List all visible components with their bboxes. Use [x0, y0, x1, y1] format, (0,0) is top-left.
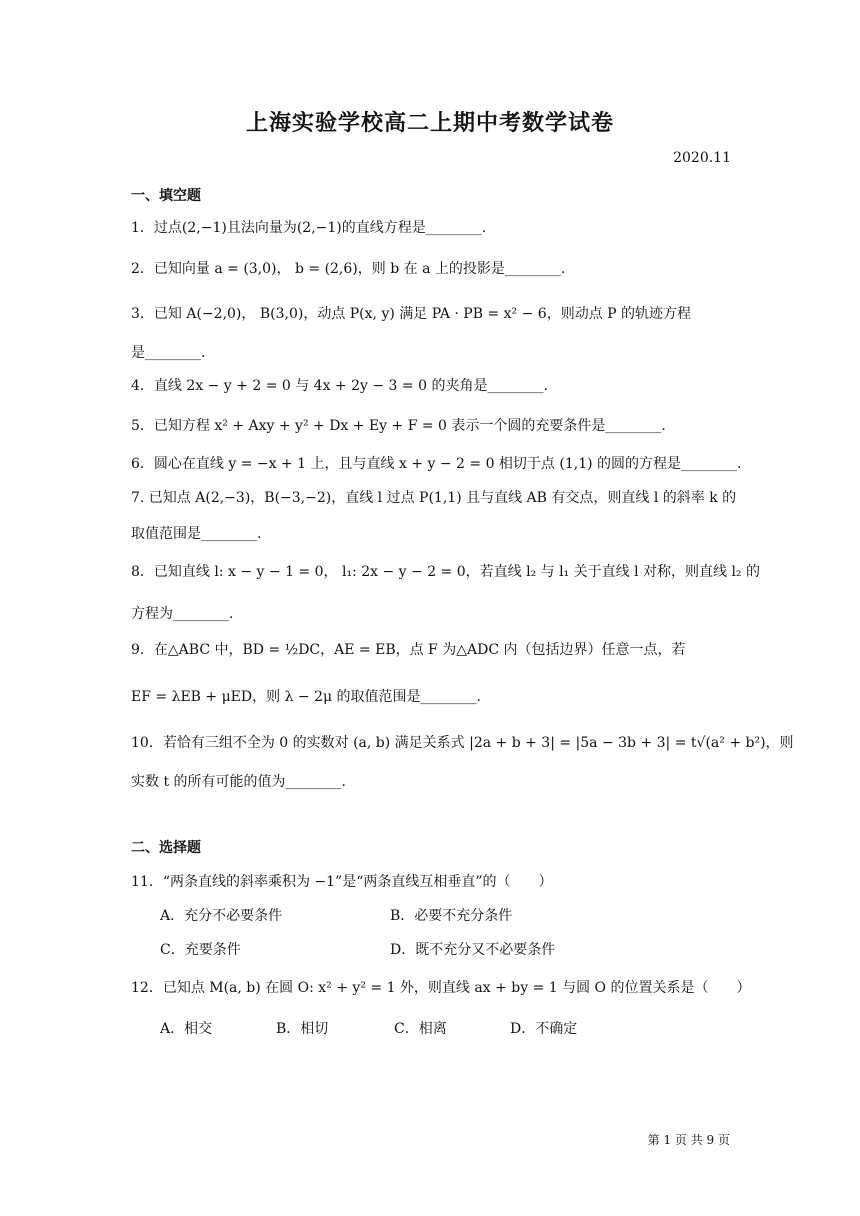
question-3: 3．已知 A(−2,0)， B(3,0)，动点 P(x, y) 满足 PA · PB = x² − 6，则动点 P 的轨迹方程	[131, 306, 692, 322]
q11-option-b: B．必要不充分条件	[390, 908, 513, 924]
question-10: 10．若恰有三组不全为 0 的实数对 (a, b) 满足关系式 |2a + b + 3| = |5a − 3b + 3| = t√(a² + b²)，则	[131, 735, 794, 751]
q12-option-d: D．不确定	[510, 1021, 578, 1037]
question-11: 11．“两条直线的斜率乘积为 −1”是“两条直线互相垂直”的（ ）	[131, 874, 553, 890]
section-heading-choice: 二、选择题	[131, 840, 201, 856]
question-5: 5．已知方程 x² + Axy + y² + Dx + Ey + F = 0 表示一个圆的充要条件是________.	[131, 418, 666, 434]
question-3-cont: 是________.	[131, 345, 206, 361]
exam-date: 2020.11	[673, 150, 731, 166]
q12-option-c: C．相离	[394, 1021, 447, 1037]
section-heading-fill-in: 一、填空题	[131, 188, 201, 204]
question-9-cont: EF = λEB + μED，则 λ − 2μ 的取值范围是________.	[131, 689, 481, 705]
question-8: 8．已知直线 l: x − y − 1 = 0， l₁: 2x − y − 2 = 0，若直线 l₂ 与 l₁ 关于直线 l 对称，则直线 l₂ 的	[131, 564, 760, 580]
question-10-cont: 实数 t 的所有可能的值为________.	[131, 774, 346, 790]
question-2: 2．已知向量 a = (3,0)， b = (2,6)，则 b 在 a 上的投影是________.	[131, 261, 566, 277]
q11-option-a: A．充分不必要条件	[160, 908, 283, 924]
question-7: 7. 已知点 A(2,−3)，B(−3,−2)，直线 l 过点 P(1,1) 且与直线 AB 有交点，则直线 l 的斜率 k 的	[131, 490, 737, 506]
page-footer: 第 1 页 共 9 页	[647, 1133, 730, 1147]
question-4: 4．直线 2x − y + 2 = 0 与 4x + 2y − 3 = 0 的夹角是________.	[131, 378, 548, 394]
q12-option-b: B．相切	[276, 1021, 329, 1037]
question-6: 6．圆心在直线 y = −x + 1 上，且与直线 x + y − 2 = 0 相切于点 (1,1) 的圆的方程是________.	[131, 456, 742, 472]
question-12: 12．已知点 M(a, b) 在圆 O: x² + y² = 1 外，则直线 ax + by = 1 与圆 O 的位置关系是（ ）	[131, 980, 751, 996]
question-8-cont: 方程为________.	[131, 606, 234, 622]
q12-option-a: A．相交	[160, 1021, 213, 1037]
q11-option-d: D．既不充分又不必要条件	[390, 942, 556, 958]
q11-option-c: C．充要条件	[160, 942, 241, 958]
question-1: 1．过点(2,−1)且法向量为(2,−1)的直线方程是________.	[131, 220, 487, 236]
question-7-cont: 取值范围是________.	[131, 526, 262, 542]
page-title: 上海实验学校高二上期中考数学试卷	[245, 110, 614, 136]
question-9: 9．在△ABC 中，BD = ½DC，AE = EB，点 F 为△ADC 内（包括边界）任意一点，若	[131, 642, 686, 658]
